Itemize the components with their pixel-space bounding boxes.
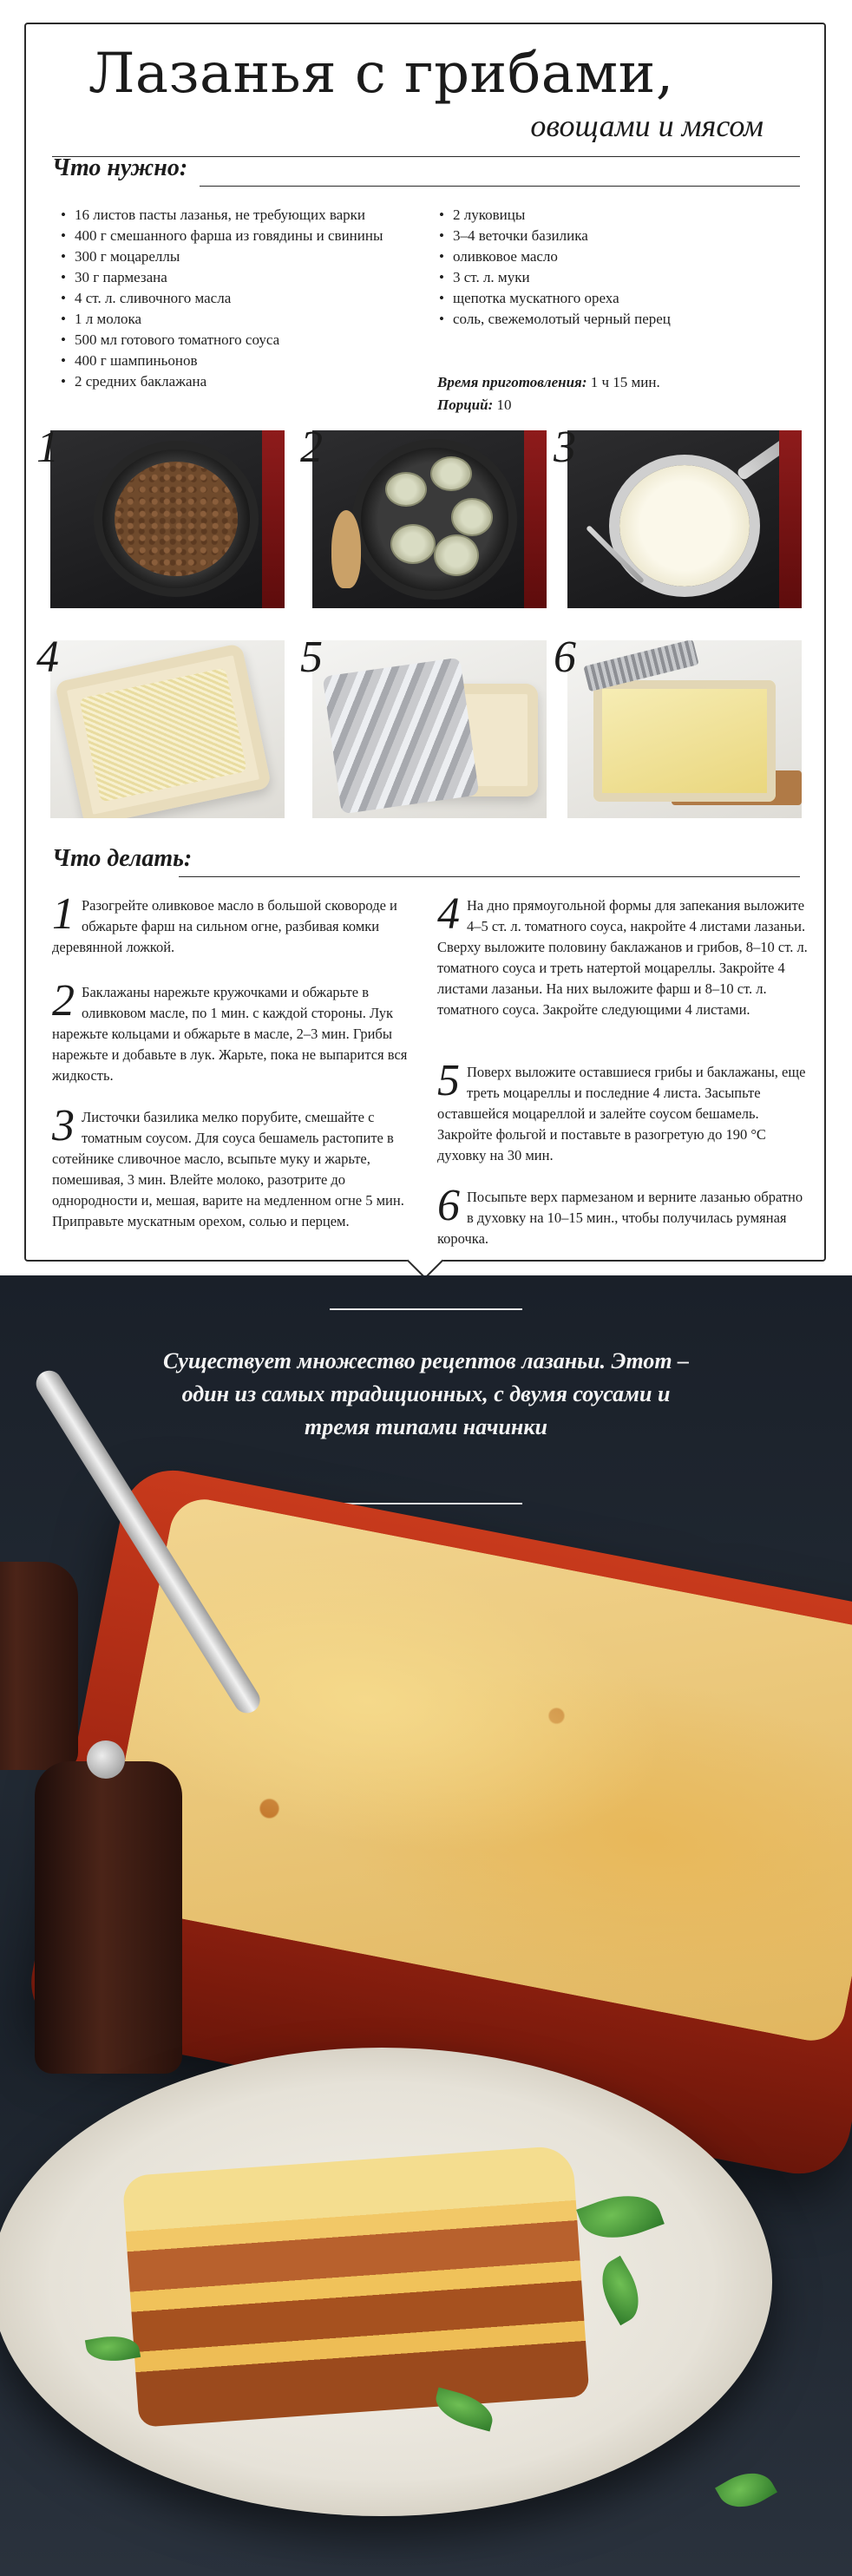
step-text: Разогрейте оливковое масло в большой сковороде и обжарьте фарш на сильном огне, разбивая комки деревянной ложкой.: [52, 897, 397, 955]
ingredient-item: • 2 средних баклажана: [59, 371, 441, 392]
saucepan-handle: [736, 430, 802, 482]
ingredient-item: • щепотка мускатного ореха: [437, 288, 802, 309]
baked-lasagna-top: [593, 680, 776, 802]
salt-mill: [0, 1562, 78, 1770]
step-5: [437, 1056, 810, 1166]
recipe-card: [24, 23, 826, 1262]
ingredient-item: • 30 г пармезана: [59, 267, 441, 288]
step-number: 3: [52, 1101, 75, 1150]
step-photo-5: [312, 640, 547, 818]
step-photo-3: [567, 430, 802, 608]
ingredients-heading: Что нужно:: [52, 154, 188, 181]
minced-meat: [115, 462, 238, 576]
pepper-mill: [35, 1761, 182, 2074]
step-text: На дно прямоугольной формы для запекания выложите 4–5 ст. л. томатного соуса, накройте 4 листами лазаньи. Сверху выложите половину баклажанов и грибов, 8–10 ст. л. томатного соуса и треть натертой моцареллы. Закройте 4 листами лазаньи. На них выложите фарш и 8–10 ст. л. томатного соуса. Закройте следующими 4 листами.: [437, 897, 808, 1018]
ingredient-item: • соль, свежемолотый черный перец: [437, 309, 802, 330]
step-1: [52, 889, 425, 958]
ingredient-item: • 400 г шампиньонов: [59, 351, 441, 371]
aluminum-foil: [323, 658, 480, 815]
cooking-time-label: Время приготовления:: [437, 374, 587, 390]
portions: [437, 394, 512, 416]
cooking-time: [437, 371, 660, 394]
lasagna-slice: [122, 2145, 590, 2428]
photo-number: 5: [300, 633, 323, 682]
ingredient-item: • 400 г смешанного фарша из говядины и свинины: [59, 226, 441, 246]
step-photo-6: [567, 640, 802, 818]
eggplant-slice: [451, 498, 493, 536]
ingredient-item: • 3 ст. л. муки: [437, 267, 802, 288]
cooking-time-value: 1 ч 15 мин.: [590, 374, 660, 390]
ingredient-item: • 16 листов пасты лазанья, не требующих варки: [59, 205, 441, 226]
eggplant-slice: [385, 472, 427, 507]
step-text: Листочки базилика мелко порубите, смешайте с томатным соусом. Для соуса бешамель растопите в сотейнике сливочное масло, всыпьте муку и жарьте, помешивая, 3 мин. Влейте молоко, разотрите до однородности и, мешая, варите на медленном огне 5 мин. Приправьте мускатным орехом, солью и перцем.: [52, 1109, 404, 1229]
eggplant-slice: [434, 534, 479, 576]
step-number: 6: [437, 1181, 460, 1230]
photo-number: 6: [554, 633, 576, 682]
ingredients-right-list: [437, 205, 802, 330]
method-heading: Что делать:: [52, 845, 193, 872]
portions-value: 10: [496, 397, 512, 413]
wooden-spoon: [331, 510, 361, 588]
ingredient-item: • 3–4 веточки базилика: [437, 226, 802, 246]
ingredient-item: • 4 ст. л. сливочного масла: [59, 288, 441, 309]
step-number: 1: [52, 889, 75, 939]
photo-number: 3: [554, 423, 576, 472]
photo-number: 1: [36, 423, 59, 472]
quote-rule-bottom: [330, 1503, 522, 1504]
quote-text: Существует множество рецептов лазаньи. Этот – один из самых традиционных, с двумя соусами и тремя типами начинки: [162, 1348, 690, 1439]
step-3: [52, 1101, 425, 1232]
ingredient-item: • 2 луковицы: [437, 205, 802, 226]
step-text: Баклажаны нарежьте кружочками и обжарьте в оливковом масле, по 1 мин. с каждой стороны. Лук нарежьте кольцами и обжарьте в масле, 2–3 мин. Грибы нарежьте и добавьте в лук. Жарьте, пока не выпарится вся жидкость.: [52, 984, 408, 1084]
step-photo-2: [312, 430, 547, 608]
ingredients-underline: [200, 186, 800, 187]
step-photo-1: [50, 430, 285, 608]
method-underline: [179, 876, 800, 877]
ingredients-rule: [52, 156, 800, 157]
ingredient-item: • 300 г моцареллы: [59, 246, 441, 267]
step-2: [52, 976, 425, 1086]
eggplant-slice: [390, 524, 436, 564]
ingredient-item: • 1 л молока: [59, 309, 441, 330]
step-photo-4: [50, 640, 285, 818]
ingredients-left-list: [59, 205, 441, 392]
ingredient-item: • оливковое масло: [437, 246, 802, 267]
basil-leaf: [715, 2462, 777, 2519]
pepper-mill-knob: [87, 1740, 125, 1779]
bechamel-sauce: [619, 465, 750, 587]
step-number: 4: [437, 889, 460, 939]
quote-rule-top: [330, 1308, 522, 1310]
lasagna-photo: [0, 1275, 852, 2576]
step-number: 2: [52, 976, 75, 1026]
portions-label: Порций:: [437, 397, 494, 413]
step-number: 5: [437, 1056, 460, 1105]
photo-number: 2: [300, 423, 323, 472]
recipe-title: Лазанья с грибами,: [88, 42, 674, 106]
recipe-subtitle: овощами и мясом: [530, 108, 764, 143]
photo-number: 4: [36, 633, 59, 682]
step-6: [437, 1181, 810, 1249]
step-text: Посыпьте верх пармезаном и верните лазанью обратно в духовку на 10–15 мин., чтобы получилась румяная корочка.: [437, 1189, 803, 1247]
step-4: [437, 889, 810, 1020]
ingredient-item: • 500 мл готового томатного соуса: [59, 330, 441, 351]
eggplant-slice: [430, 456, 472, 491]
step-text: Поверх выложите оставшиеся грибы и баклажаны, еще треть моцареллы и последние 4 листа. Засыпьте оставшейся моцареллой и залейте соусом бешамель. Закройте фольгой и поставьте в разогретую до 190 °C духовку на 30 мин.: [437, 1064, 806, 1163]
